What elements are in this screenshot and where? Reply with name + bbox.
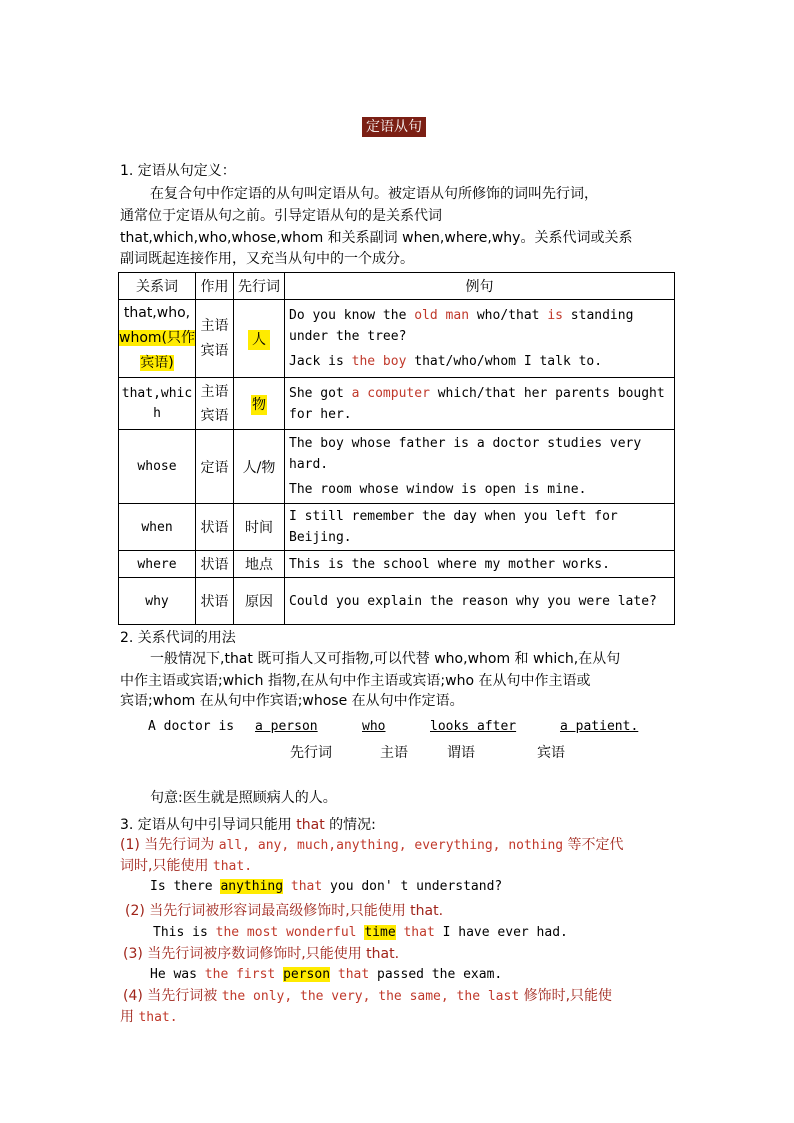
example-subject: who [362, 719, 386, 734]
role: 状语 [196, 551, 234, 578]
relative-word: when [119, 504, 196, 551]
case3-line: (3) 当先行词被序数词修饰时,只能使用 that. [123, 946, 400, 962]
example-meaning: 句意:医生就是照顾病人的人。 [150, 790, 337, 806]
section2-line2: 中作主语或宾语;which 指物,在从句中作主语或宾语;who 在从句中作主语或 [120, 673, 591, 689]
relative-word-highlight: whom(只作 [119, 330, 195, 346]
label-antecedent: 先行词 [290, 745, 332, 761]
antecedent: 地点 [234, 551, 285, 578]
section1-line1: 在复合句中作定语的从句叫定语从句。被定语从句所修饰的词叫先行词， [150, 186, 598, 202]
role: 状语 [196, 504, 234, 551]
case2-line: (2) 当先行词被形容词最高级修饰时,只能使用 that. [125, 903, 444, 919]
role: 宾语 [200, 407, 229, 424]
antecedent: 人/物 [234, 430, 285, 504]
role: 定语 [196, 430, 234, 504]
case1-line2: 词时,只能使用 that. [120, 858, 253, 874]
case1-line1: (1) 当先行词为 all, any, much,anything, everything, nothing 等不定代 [120, 837, 624, 853]
relative-word: where [119, 551, 196, 578]
relative-word: whose [119, 430, 196, 504]
example-prefix: A doctor is [148, 719, 235, 734]
section3-heading: 3. 定语从句中引导词只能用 that 的情况: [120, 817, 376, 833]
label-predicate: 谓语 [447, 745, 475, 761]
header-antecedent: 先行词 [234, 273, 285, 300]
table-row [119, 578, 675, 625]
case2-example: This is the most wonderful time that I have ever had. [153, 925, 568, 940]
section2-line1: 一般情况下,that 既可指人又可指物,可以代替 who,whom 和 which,在从句 [150, 651, 621, 667]
section1-line2: 通常位于定语从句之前。引导定语从句的是关系代词 [120, 208, 442, 224]
role: 主语 [200, 383, 229, 400]
table-row [119, 430, 675, 504]
antecedent: 物 [252, 396, 266, 413]
example-antecedent: a person [255, 719, 318, 734]
example-sentence: Could you explain the reason why you were late? [285, 578, 675, 625]
example-sentence: The boy whose father is a doctor studies very hard. [289, 436, 642, 472]
section1-heading: 1. 定语从句定义： [120, 163, 236, 179]
label-subject: 主语 [380, 745, 408, 761]
relative-word: that,who, [123, 305, 191, 321]
section2-line3: 宾语;whom 在从句中作宾语;whose 在从句中作定语。 [120, 693, 464, 709]
section1-line4: 副词既起连接作用，又充当从句中的一个成分。 [120, 251, 414, 267]
case4-line1: (4) 当先行词被 the only, the very, the same, the last 修饰时,只能使 [123, 988, 613, 1004]
role: 状语 [196, 578, 234, 625]
page-title: 定语从句 [362, 117, 426, 137]
header-function: 作用 [196, 273, 234, 300]
section2-heading: 2. 关系代词的用法 [120, 630, 236, 646]
relative-word: why [119, 578, 196, 625]
example-sentence: The room whose window is open is mine. [289, 482, 587, 497]
antecedent: 时间 [234, 504, 285, 551]
case3-example: He was the first person that passed the exam. [150, 967, 503, 982]
header-example: 例句 [285, 273, 675, 300]
case4-line2: 用 that. [120, 1009, 178, 1025]
antecedent: 人 [248, 330, 270, 350]
example-sentence: This is the school where my mother works. [285, 551, 675, 578]
example-sentence: She got a computer which/that her parents bought for her. [289, 385, 665, 422]
label-object: 宾语 [537, 745, 565, 761]
relative-word: that,which [119, 378, 196, 430]
role: 宾语 [200, 342, 229, 359]
table-header-row [119, 273, 675, 300]
example-object: a patient. [560, 719, 639, 734]
table-row [119, 378, 675, 430]
example-predicate: looks after [430, 719, 517, 734]
relative-word-highlight: 宾语) [140, 355, 174, 371]
table-row [119, 551, 675, 578]
case1-example: Is there anything that you don' t understand? [150, 879, 503, 894]
relative-words-table [118, 272, 675, 625]
section1-line3: that,which,who,whose,whom 和关系副词 when,where,why。关系代词或关系 [120, 230, 633, 246]
table-row [119, 504, 675, 551]
example-sentence: Jack is the boy that/who/whom I talk to. [289, 354, 603, 369]
example-sentence: I still remember the day when you left for Beijing. [285, 504, 675, 551]
table-row [119, 300, 675, 378]
example-sentence: Do you know the old man who/that is standing under the tree? [289, 308, 634, 344]
role: 主语 [200, 317, 229, 334]
header-relative-word: 关系词 [119, 273, 196, 300]
antecedent: 原因 [234, 578, 285, 625]
